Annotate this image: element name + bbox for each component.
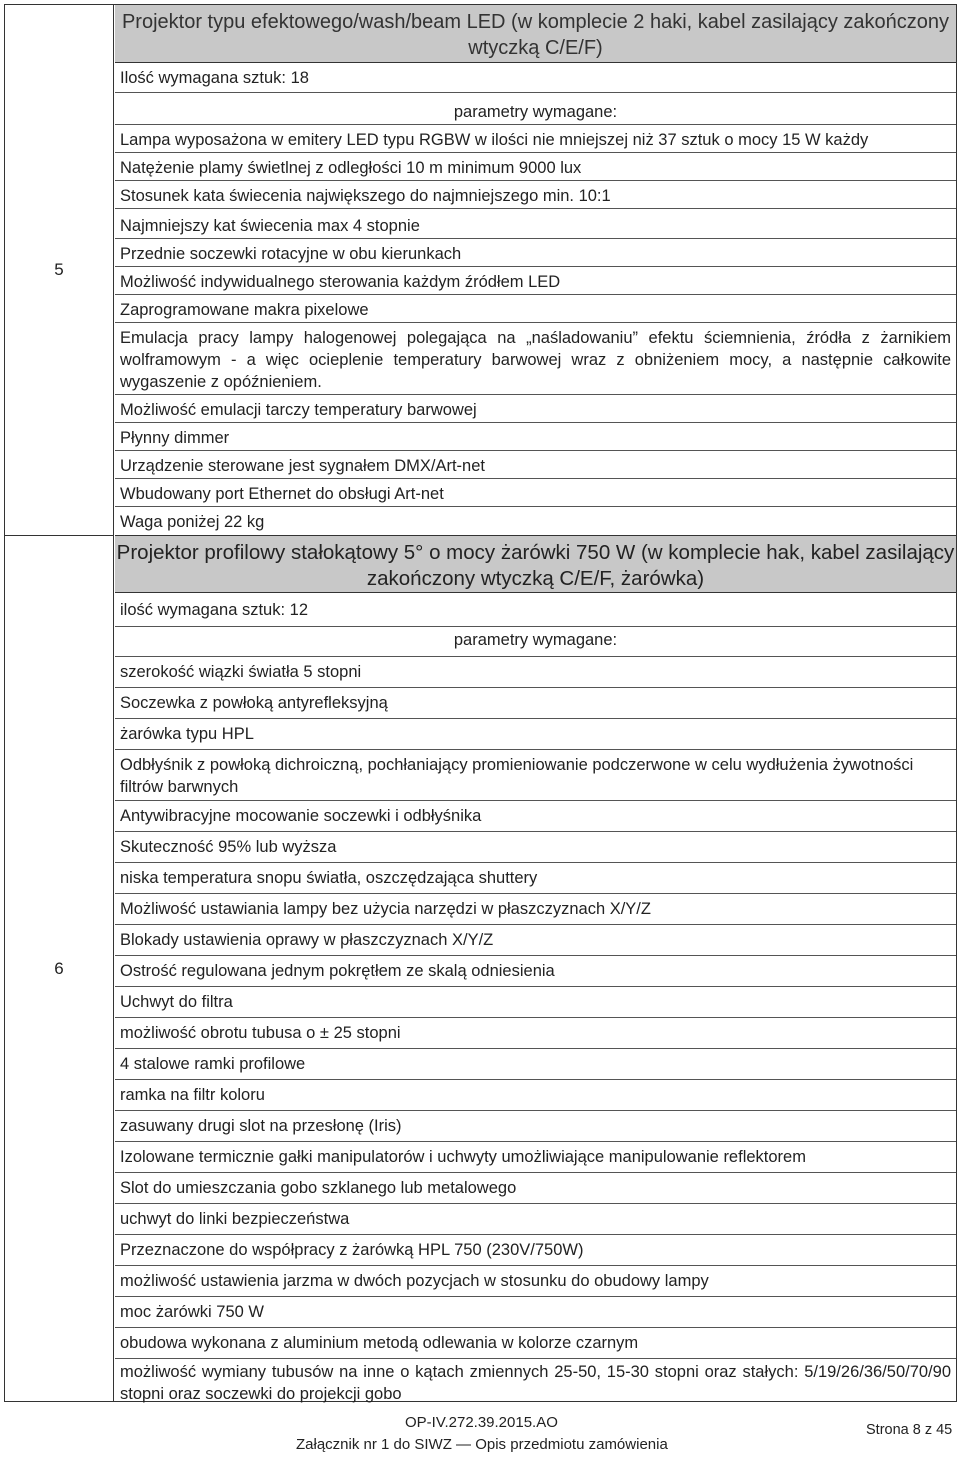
section2-item: Przeznaczone do współpracy z żarówką HPL 750 (230V/750W) xyxy=(115,1235,956,1266)
section2-item: niska temperatura snopu światła, oszczędzająca shuttery xyxy=(115,863,956,894)
section2-item: zasuwany drugi slot na przesłonę (Iris) xyxy=(115,1111,956,1142)
row-number-column xyxy=(5,5,114,1401)
section1-item: Przednie soczewki rotacyjne w obu kierunkach xyxy=(115,239,956,267)
footer-attachment: Załącznik nr 1 do SIWZ — Opis przedmiotu zamówienia xyxy=(296,1436,668,1453)
section1-quantity: Ilość wymagana sztuk: 18 xyxy=(115,63,956,93)
section2-item: Izolowane termicznie gałki manipulatorów i uchwyty umożliwiające manipulowanie reflektorem xyxy=(115,1142,956,1173)
section2-item: możliwość obrotu tubusa o ± 25 stopni xyxy=(115,1018,956,1049)
section2-item: Odbłyśnik z powłoką dichroiczną, pochłaniający promieniowanie podczerwone w celu wydłużenia żywotności filtrów barwnych xyxy=(115,750,956,801)
section2-item: Antywibracyjne mocowanie soczewki i odbłyśnika xyxy=(115,801,956,832)
section1-item: Natężenie plamy świetlnej z odległości 10 m minimum 9000 lux xyxy=(115,153,956,181)
spec-table xyxy=(4,4,957,1402)
section1-item: Urządzenie sterowane jest sygnałem DMX/Art-net xyxy=(115,451,956,479)
section1-item: Płynny dimmer xyxy=(115,423,956,451)
section2-item: Ostrość regulowana jednym pokrętłem ze skalą odniesienia xyxy=(115,956,956,987)
section2-quantity: ilość wymagana sztuk: 12 xyxy=(115,593,956,627)
section2-item: Skuteczność 95% lub wyższa xyxy=(115,832,956,863)
section2-item: możliwość ustawienia jarzma w dwóch pozycjach w stosunku do obudowy lampy xyxy=(115,1266,956,1297)
section1-params-label: parametry wymagane: xyxy=(115,93,956,125)
section2-item: możliwość wymiany tubusów na inne o kątach zmiennych 25-50, 15-30 stopni oraz stałych: 5/19/26/36/50/70/90 stopni oraz soczewki do projekcji gobo xyxy=(120,1363,951,1403)
section2-item: uchwyt do linki bezpieczeństwa xyxy=(115,1204,956,1235)
section2-params-label: parametry wymagane: xyxy=(115,627,956,657)
section2-item: moc żarówki 750 W xyxy=(115,1297,956,1328)
section2-item: Slot do umieszczania gobo szklanego lub metalowego xyxy=(115,1173,956,1204)
page-number: Strona 8 z 45 xyxy=(866,1422,953,1438)
section1-item: Wbudowany port Ethernet do obsługi Art-net xyxy=(115,479,956,507)
footer-reference: OP-IV.272.39.2015.AO xyxy=(405,1414,558,1431)
section2-item: żarówka typu HPL xyxy=(115,719,956,750)
section1-title: Projektor typu efektowego/wash/beam LED (w komplecie 2 haki, kabel zasilający zakończony wtyczką C/E/F) xyxy=(115,5,956,63)
section2-item: ramka na filtr koloru xyxy=(115,1080,956,1111)
section1-item: Emulacja pracy lampy halogenowej polegająca na „naśladowaniu” efektu ściemnienia, źródła z żarnikiem wolframowym - a więc ocieplenie temperatury barwowej wraz z obniżeniem mocy, a następnie całkowite wygaszenie z opóźnieniem. xyxy=(115,323,956,395)
row-number-5: 5 xyxy=(54,260,64,279)
section2-item: Soczewka z powłoką antyrefleksyjną xyxy=(115,688,956,719)
section1-item: Waga poniżej 22 kg xyxy=(120,513,265,531)
row-number-6: 6 xyxy=(54,959,64,978)
section1-item: Możliwość emulacji tarczy temperatury barwowej xyxy=(115,395,956,423)
section2-item: Możliwość ustawiania lampy bez użycia narzędzi w płaszczyznach X/Y/Z xyxy=(115,894,956,925)
section2-item: Blokady ustawienia oprawy w płaszczyznach X/Y/Z xyxy=(115,925,956,956)
section1-item: Najmniejszy kat świecenia max 4 stopnie xyxy=(115,209,956,239)
section2-item: 4 stalowe ramki profilowe xyxy=(115,1049,956,1080)
section1-item: Zaprogramowane makra pixelowe xyxy=(115,295,956,323)
section1-item: Możliwość indywidualnego sterowania każdym źródłem LED xyxy=(115,267,956,295)
section1-item: Stosunek kata świecenia największego do najmniejszego min. 10:1 xyxy=(115,181,956,209)
section2-item: Uchwyt do filtra xyxy=(115,987,956,1018)
section2-item: obudowa wykonana z aluminium metodą odlewania w kolorze czarnym xyxy=(115,1328,956,1359)
section1-item: Lampa wyposażona w emitery LED typu RGBW w ilości nie mniejszej niż 37 sztuk o mocy 15 W każdy xyxy=(115,125,956,153)
section2-item: szerokość wiązki światła 5 stopni xyxy=(115,657,956,688)
section2-title: Projektor profilowy stałokątowy 5° o mocy żarówki 750 W (w komplecie hak, kabel zasilający zakończony wtyczką C/E/F, żarówka) xyxy=(115,535,956,593)
